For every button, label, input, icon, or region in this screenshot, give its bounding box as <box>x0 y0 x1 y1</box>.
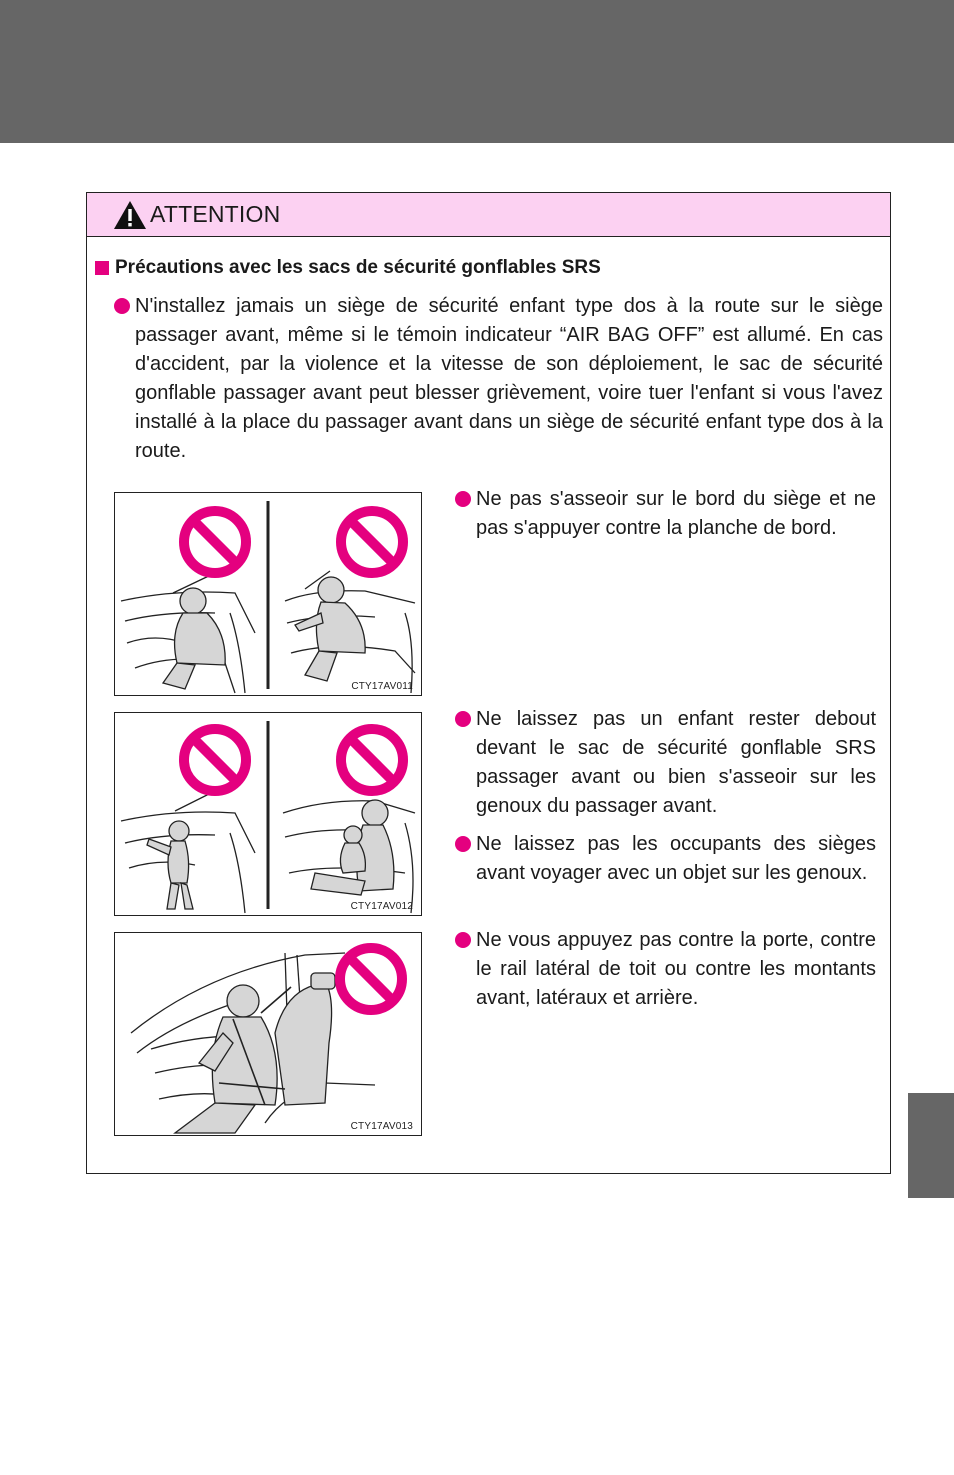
top-band <box>0 0 954 143</box>
prohibition-icon <box>340 948 402 1010</box>
square-bullet-icon <box>95 261 109 275</box>
illustration-child-standing <box>114 712 422 916</box>
prohibition-icon <box>184 729 246 791</box>
bullet-item <box>476 926 876 1013</box>
bullet-dot-icon <box>455 711 471 727</box>
warning-box <box>86 192 891 1174</box>
prohibition-icon <box>341 511 403 573</box>
bullet-text: N'installez jamais un siège de sécurité enfant type dos à la route sur le siège passager avant, même si le témoin indicateur “AIR BAG OFF” est allumé. En cas d'accident, par la violence et la vitesse de son déploiement, le sac de sécurité gonflable passager avant peut blesser grièvement, voire tuer l'enfant si vous l'avez installé à la place du passager avant dans un siège de sécurité enfant type dos à la route. <box>135 295 883 462</box>
illustration-code: CTY17AV011 <box>351 681 413 692</box>
bullet-dot-icon <box>455 836 471 852</box>
warning-title: ATTENTION <box>150 201 281 227</box>
bullet-item <box>476 705 876 821</box>
illustration-code: CTY17AV012 <box>350 901 413 912</box>
bullet-text: Ne vous appuyez pas contre la porte, contre le rail latéral de toit ou contre les montants avant, latéraux et arrière. <box>476 929 876 1009</box>
bullet-text: Ne laissez pas les occupants des sièges avant voyager avec un objet sur les genoux. <box>476 833 876 884</box>
illustration-leaning-dashboard <box>114 492 422 696</box>
illustration-leaning-door <box>114 932 422 1136</box>
illustration-drawing <box>115 933 421 1135</box>
bullet-dot-icon <box>455 932 471 948</box>
bullet-dot-icon <box>455 491 471 507</box>
illustration-drawing <box>115 713 421 915</box>
illustration-drawing <box>115 493 421 695</box>
warning-triangle-icon <box>113 200 147 230</box>
prohibition-icon <box>184 511 246 573</box>
warning-header <box>87 193 890 237</box>
bullet-dot-icon <box>114 298 130 314</box>
prohibition-icon <box>341 729 403 791</box>
section-heading-text: Précautions avec les sacs de sécurité gonflables SRS <box>115 257 601 278</box>
illustration-code: CTY17AV013 <box>350 1121 413 1132</box>
bullet-text: Ne laissez pas un enfant rester debout devant le sac de sécurité gonflable SRS passager avant ou bien s'asseoir sur les genoux du passager avant. <box>476 708 876 817</box>
chapter-tab <box>908 1093 954 1198</box>
section-heading <box>95 257 601 279</box>
bullet-item <box>476 485 876 543</box>
bullet-text: Ne pas s'asseoir sur le bord du siège et ne pas s'appuyer contre la planche de bord. <box>476 488 876 539</box>
bullet-item <box>476 830 876 888</box>
bullet-item <box>135 292 883 466</box>
